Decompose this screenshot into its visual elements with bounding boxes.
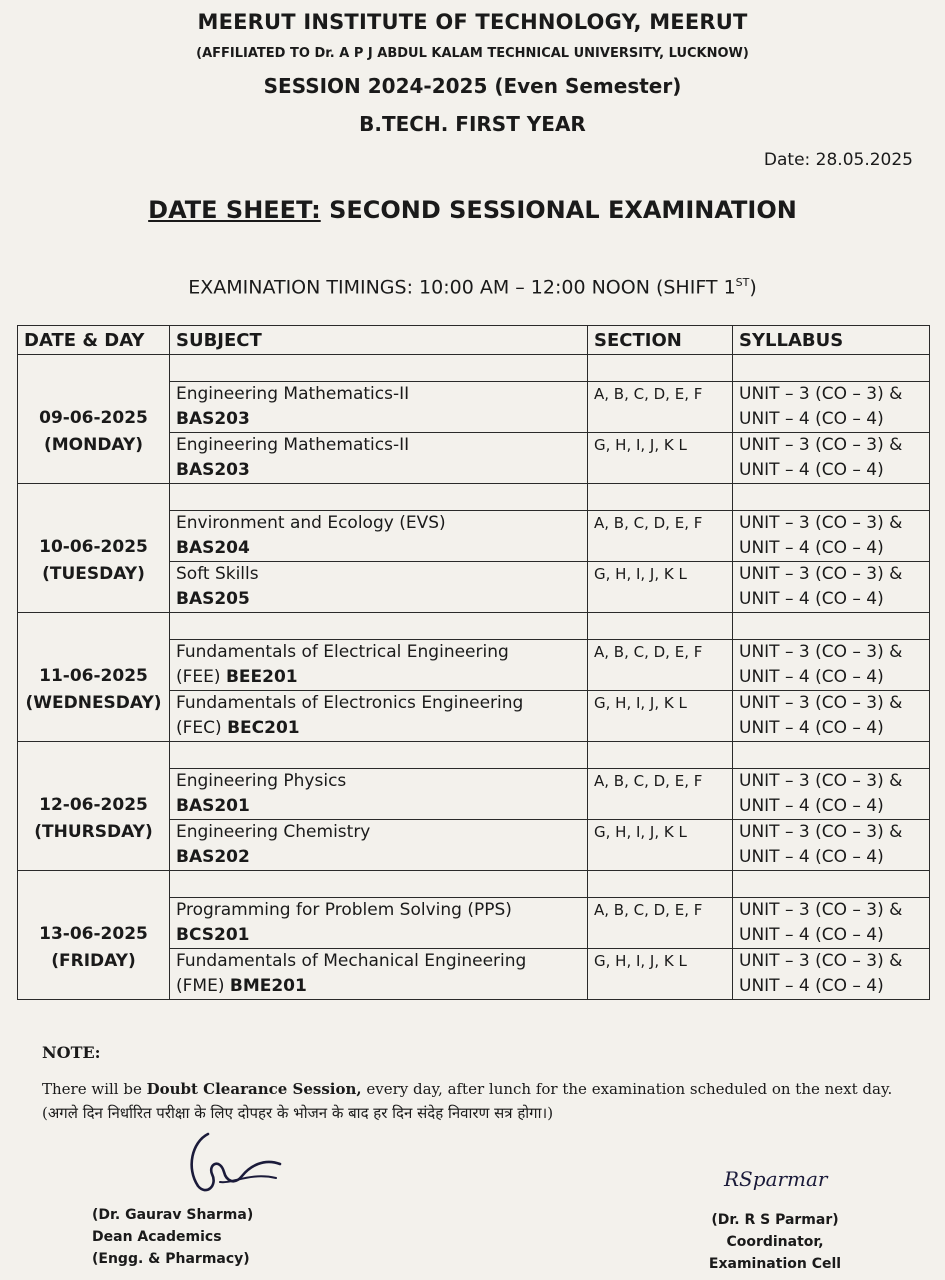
subject-cell: [170, 898, 588, 949]
header-section: SECTION: [588, 326, 733, 355]
subject-code-line: [176, 458, 581, 483]
syllabus-cell: [733, 640, 930, 691]
gap-cell: [18, 355, 170, 484]
subject-code: BME201: [229, 976, 307, 996]
timings-sup: ST: [735, 276, 750, 289]
gap-cell: [170, 484, 588, 511]
syllabus-line-1: UNIT – 3 (CO – 3) &: [739, 951, 903, 971]
subject-name: Environment and Ecology (EVS): [176, 513, 446, 533]
subject-abbrev: (FEC): [176, 718, 228, 738]
exam-day: (TUESDAY): [42, 564, 145, 584]
table-gap-row: [18, 484, 930, 511]
syllabus-cell: [733, 382, 930, 433]
coordinator-signature-text: RSparmar: [724, 1167, 828, 1191]
subject-name: Programming for Problem Solving (PPS): [176, 900, 512, 920]
title-rest: SECOND SESSIONAL EXAMINATION: [320, 196, 797, 224]
subject-code-line: [176, 794, 581, 819]
subject-code: BAS202: [176, 847, 250, 867]
syllabus-cell: [733, 562, 930, 613]
syllabus-cell: [733, 433, 930, 484]
subject-code-line: [176, 923, 581, 948]
gap-cell: [588, 871, 733, 898]
title-label: DATE SHEET:: [148, 196, 321, 224]
exam-day: (THURSDAY): [34, 822, 153, 842]
gap-cell: [18, 742, 170, 871]
syllabus-cell: [733, 820, 930, 871]
subject-code-line: [176, 407, 581, 432]
header-date: DATE & DAY: [18, 326, 170, 355]
dean-name: (Dr. Gaurav Sharma): [92, 1207, 254, 1223]
gap-cell: [733, 484, 930, 511]
section-cell: A, B, C, D, E, F: [588, 640, 733, 691]
gap-cell: [733, 742, 930, 769]
subject-name: Engineering Chemistry: [176, 822, 371, 842]
subject-cell: [170, 382, 588, 433]
syllabus-line-1: UNIT – 3 (CO – 3) &: [739, 771, 903, 791]
section-cell: G, H, I, J, K L: [588, 691, 733, 742]
header-subject: SUBJECT: [170, 326, 588, 355]
schedule-table: [17, 325, 930, 1000]
syllabus-line-2: UNIT – 4 (CO – 4): [739, 589, 884, 609]
subject-name: Engineering Mathematics-II: [176, 435, 410, 455]
subject-cell: [170, 640, 588, 691]
subject-name: Engineering Physics: [176, 771, 347, 791]
subject-code: BAS203: [176, 460, 250, 480]
gap-cell: [18, 613, 170, 742]
syllabus-cell: [733, 691, 930, 742]
syllabus-line-1: UNIT – 3 (CO – 3) &: [739, 513, 903, 533]
exam-day: (MONDAY): [43, 435, 144, 455]
page-title: [0, 196, 945, 224]
syllabus-line-1: UNIT – 3 (CO – 3) &: [739, 384, 903, 404]
dean-dept: (Engg. & Pharmacy): [92, 1251, 250, 1267]
coordinator-signature-icon: [722, 1158, 842, 1198]
section-cell: A, B, C, D, E, F: [588, 511, 733, 562]
note-part2: every day, after lunch for the examination scheduled on the next day. (अगले दिन निर्धारित परीक्षा के लिए दोपहर के भोजन के बाद हर दिन संदेह निवारण सत्र होगा।): [42, 1080, 893, 1122]
table-gap-row: [18, 871, 930, 898]
exam-date: 12-06-2025: [39, 795, 148, 815]
subject-abbrev: (FEE): [176, 667, 226, 687]
exam-date: 11-06-2025: [39, 666, 148, 686]
table-header-row: [18, 326, 930, 355]
subject-code: BAS205: [176, 589, 250, 609]
header-syllabus: SYLLABUS: [733, 326, 930, 355]
section-cell: G, H, I, J, K L: [588, 433, 733, 484]
syllabus-cell: [733, 898, 930, 949]
session: SESSION 2024-2025 (Even Semester): [263, 74, 682, 98]
syllabus-line-2: UNIT – 4 (CO – 4): [739, 667, 884, 687]
syllabus-line-2: UNIT – 4 (CO – 4): [739, 847, 884, 867]
subject-name: Soft Skills: [176, 564, 259, 584]
subject-name: Fundamentals of Electronics Engineering: [176, 693, 524, 713]
gap-cell: [18, 484, 170, 613]
subject-code: BEE201: [225, 667, 298, 687]
dean-role: Dean Academics: [92, 1229, 222, 1245]
subject-code: BCS201: [176, 925, 250, 945]
syllabus-line-2: UNIT – 4 (CO – 4): [739, 718, 884, 738]
table-gap-row: [18, 355, 930, 382]
subject-code-line: [176, 587, 581, 612]
syllabus-line-1: UNIT – 3 (CO – 3) &: [739, 900, 903, 920]
exam-date: 13-06-2025: [39, 924, 148, 944]
subject-code-line: [176, 665, 581, 690]
gap-cell: [170, 742, 588, 769]
section-cell: G, H, I, J, K L: [588, 949, 733, 1000]
syllabus-cell: [733, 769, 930, 820]
syllabus-line-1: UNIT – 3 (CO – 3) &: [739, 822, 903, 842]
gap-cell: [588, 742, 733, 769]
syllabus-line-1: UNIT – 3 (CO – 3) &: [739, 435, 903, 455]
syllabus-line-2: UNIT – 4 (CO – 4): [739, 538, 884, 558]
exam-date: 09-06-2025: [39, 408, 148, 428]
section-cell: G, H, I, J, K L: [588, 562, 733, 613]
coordinator-signature-block: [695, 1209, 855, 1275]
note-text: [42, 1077, 904, 1125]
subject-cell: [170, 511, 588, 562]
exam-date: 10-06-2025: [39, 537, 148, 557]
exam-day: (WEDNESDAY): [25, 693, 162, 713]
table-gap-row: [18, 613, 930, 640]
gap-cell: [733, 613, 930, 640]
gap-cell: [18, 871, 170, 1000]
syllabus-line-1: UNIT – 3 (CO – 3) &: [739, 642, 903, 662]
affiliation: (AFFILIATED TO Dr. A P J ABDUL KALAM TECHNICAL UNIVERSITY, LUCKNOW): [196, 46, 749, 61]
subject-code: BAS201: [176, 796, 250, 816]
table-gap-row: [18, 742, 930, 769]
exam-day: (FRIDAY): [51, 951, 136, 971]
note-bold: Doubt Clearance Session,: [146, 1080, 362, 1098]
subject-cell: [170, 769, 588, 820]
subject-cell: [170, 691, 588, 742]
dean-signature-block: [92, 1204, 253, 1270]
timings-text: EXAMINATION TIMINGS: 10:00 AM – 12:00 NOON (SHIFT 1: [188, 276, 736, 299]
subject-abbrev: (FME): [176, 976, 230, 996]
program: B.TECH. FIRST YEAR: [359, 112, 586, 136]
syllabus-line-1: UNIT – 3 (CO – 3) &: [739, 693, 903, 713]
syllabus-cell: [733, 511, 930, 562]
subject-cell: [170, 949, 588, 1000]
subject-code-line: [176, 536, 581, 561]
syllabus-line-2: UNIT – 4 (CO – 4): [739, 976, 884, 996]
gap-cell: [588, 355, 733, 382]
syllabus-line-2: UNIT – 4 (CO – 4): [739, 925, 884, 945]
syllabus-line-2: UNIT – 4 (CO – 4): [739, 460, 884, 480]
subject-code-line: [176, 845, 581, 870]
subject-code: BEC201: [227, 718, 300, 738]
schedule-body: [18, 355, 930, 1000]
dean-signature-icon: [180, 1128, 300, 1203]
gap-cell: [733, 871, 930, 898]
syllabus-line-1: UNIT – 3 (CO – 3) &: [739, 564, 903, 584]
section-cell: A, B, C, D, E, F: [588, 769, 733, 820]
subject-code: BAS204: [176, 538, 250, 558]
note-heading: NOTE:: [42, 1043, 101, 1062]
section-cell: A, B, C, D, E, F: [588, 898, 733, 949]
note-part1: There will be: [42, 1080, 147, 1098]
subject-name: Fundamentals of Electrical Engineering: [176, 642, 509, 662]
subject-cell: [170, 820, 588, 871]
coordinator-role: Coordinator,: [726, 1234, 824, 1250]
gap-cell: [588, 613, 733, 640]
subject-cell: [170, 562, 588, 613]
issue-date: Date: 28.05.2025: [763, 150, 913, 170]
timings-end: ): [749, 276, 757, 299]
section-cell: A, B, C, D, E, F: [588, 382, 733, 433]
gap-cell: [170, 613, 588, 640]
syllabus-line-2: UNIT – 4 (CO – 4): [739, 796, 884, 816]
coordinator-dept: Examination Cell: [708, 1256, 842, 1272]
gap-cell: [733, 355, 930, 382]
coordinator-name: (Dr. R S Parmar): [711, 1212, 839, 1228]
gap-cell: [170, 871, 588, 898]
gap-cell: [588, 484, 733, 511]
section-cell: G, H, I, J, K L: [588, 820, 733, 871]
gap-cell: [170, 355, 588, 382]
subject-name: Fundamentals of Mechanical Engineering: [176, 951, 527, 971]
institute-name: MEERUT INSTITUTE OF TECHNOLOGY, MEERUT: [197, 10, 748, 34]
exam-timings: [0, 276, 945, 298]
syllabus-cell: [733, 949, 930, 1000]
subject-code-line: [176, 716, 581, 741]
subject-cell: [170, 433, 588, 484]
syllabus-line-2: UNIT – 4 (CO – 4): [739, 409, 884, 429]
subject-code: BAS203: [176, 409, 250, 429]
subject-code-line: [176, 974, 581, 999]
subject-name: Engineering Mathematics-II: [176, 384, 410, 404]
